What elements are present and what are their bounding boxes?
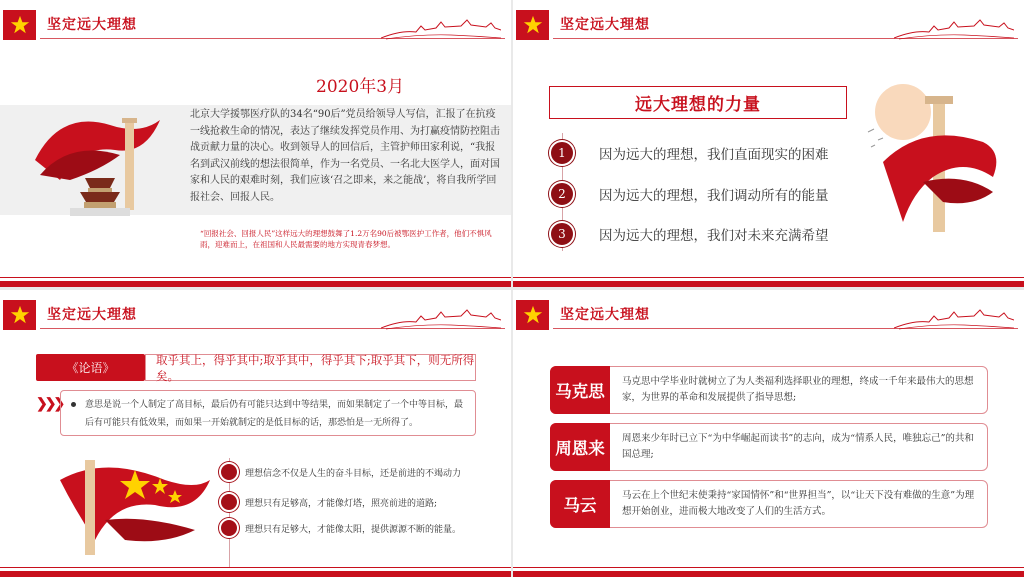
great-wall-decoration [381, 308, 501, 330]
header-title: 坚定远大理想 [47, 307, 137, 323]
bullet-dot [71, 402, 76, 407]
list-item-text: 理想只有足够大，才能像太阳，提供源源不断的能量。 [245, 524, 462, 535]
header-divider [553, 328, 1018, 329]
slide-3 [0, 290, 511, 577]
header-divider [40, 328, 505, 329]
footer-line [0, 277, 511, 278]
list-item-text: 因为远大的理想，我们直面现实的困难 [599, 147, 829, 163]
number-badge: 3 [549, 221, 575, 247]
bullet-circle [219, 518, 239, 538]
footer-line [513, 567, 1024, 568]
header-divider [553, 38, 1018, 39]
slide1-date: 2020年3月 [316, 77, 405, 97]
person-description: 马克思中学毕业时就树立了为人类福利选择职业的理想，终成一千年来最伟大的思想家，为世界的革命和发展提供了指导思想; [622, 376, 974, 403]
slide-4 [513, 290, 1024, 577]
quote-line: 取乎其上，得乎其中;取乎其中，得乎其下;取乎其下，则无所得矣。 [145, 354, 476, 381]
huabiao-stars-illustration [55, 450, 215, 560]
slide-header [0, 0, 511, 44]
person-description: 马云在上个世纪末使秉持“家国情怀”和“世界担当”，以“让天下没有难做的生意”为理想开始创业，进而极大地改变了人们的生活方式。 [622, 490, 975, 517]
footer-bar [513, 571, 1024, 577]
person-row [550, 480, 988, 528]
bullet-circle [219, 462, 239, 482]
star-icon [516, 300, 549, 330]
slide1-body-text: 北京大学援鄂医疗队的34名“90后”党员给领导人写信，汇报了在抗疫一线抢救生命的情况，表达了继续发挥党员作用、为打赢疫情防控阻击战贡献力量的决心。收到领导人的回信后，主管护师田家利说，“我报名到武汉前线的想法很简单，作为一名党员、一名北大医学人，面对国家和人民的艰难时刻，我们应该‘召之即来，来之能战’，将自我所学回报社会、回报人民。 [190, 109, 500, 203]
list-item-text: 因为远大的理想，我们对未来充满希望 [599, 228, 829, 244]
huabiao-ribbon-illustration [863, 82, 1013, 242]
person-row [550, 366, 988, 414]
slide-1 [0, 0, 511, 287]
star-icon [516, 10, 549, 40]
bullet-circle [219, 492, 239, 512]
list-item [219, 518, 461, 538]
source-tag: 《论语》 [36, 354, 145, 381]
header-title: 坚定远大理想 [560, 307, 650, 323]
header-title: 坚定远大理想 [560, 17, 650, 33]
list-item [219, 492, 437, 512]
great-wall-decoration [894, 308, 1014, 330]
number-badge: 2 [549, 181, 575, 207]
header-title: 坚定远大理想 [47, 17, 137, 33]
footer-line [513, 277, 1024, 278]
footer-bar [0, 281, 511, 287]
number-badge: 1 [549, 140, 575, 166]
star-icon [3, 10, 36, 40]
great-wall-decoration [894, 18, 1014, 40]
person-name: 周恩来 [550, 423, 610, 471]
footer-bar [513, 281, 1024, 287]
list-item [549, 181, 829, 207]
footer-bar [0, 571, 511, 577]
star-icon [3, 300, 36, 330]
slide1-quote: “回报社会、回报人民”这样远大的理想鼓舞了1.2万名90后被鄂医护工作者，他们不惧风雨，迎难而上，在祖国和人民最需要的地方实现青春梦想。 [200, 229, 492, 249]
explanation-box [60, 390, 476, 436]
list-item-text: 因为远大的理想，我们调动所有的能量 [599, 188, 829, 204]
footer-line [0, 567, 511, 568]
person-name: 马克思 [550, 366, 610, 414]
list-item [219, 462, 461, 482]
slide-2 [513, 0, 1024, 287]
list-item [549, 140, 829, 166]
chevron-icon: ❯❯❯ [36, 396, 63, 412]
slide-header [513, 290, 1024, 334]
great-wall-decoration [381, 18, 501, 40]
person-row [550, 423, 988, 471]
slide2-title: 远大理想的力量 [549, 86, 847, 119]
list-item [549, 221, 829, 247]
list-item-text: 理想只有足够高，才能像灯塔，照亮前进的道路; [245, 498, 438, 509]
person-name: 马云 [550, 480, 610, 528]
list-item-text: 理想信念不仅是人生的奋斗目标，还是前进的不竭动力 [245, 468, 462, 479]
person-description: 周恩来少年时已立下“为中华崛起而读书”的志向，成为“情系人民，唯独忘己”的共和国总理; [622, 433, 974, 460]
explanation-text: 意思是说一个人制定了高目标，最后仍有可能只达到中等结果，而如果制定了一个中等目标，最后有可能只有低效果，而如果一开始就制定的是低目标的话，那恐怕是一无所得了。 [85, 400, 464, 428]
slide-header [513, 0, 1024, 44]
header-divider [40, 38, 505, 39]
temple-of-heaven-ribbon-illustration [30, 100, 170, 225]
slide-header [0, 290, 511, 334]
